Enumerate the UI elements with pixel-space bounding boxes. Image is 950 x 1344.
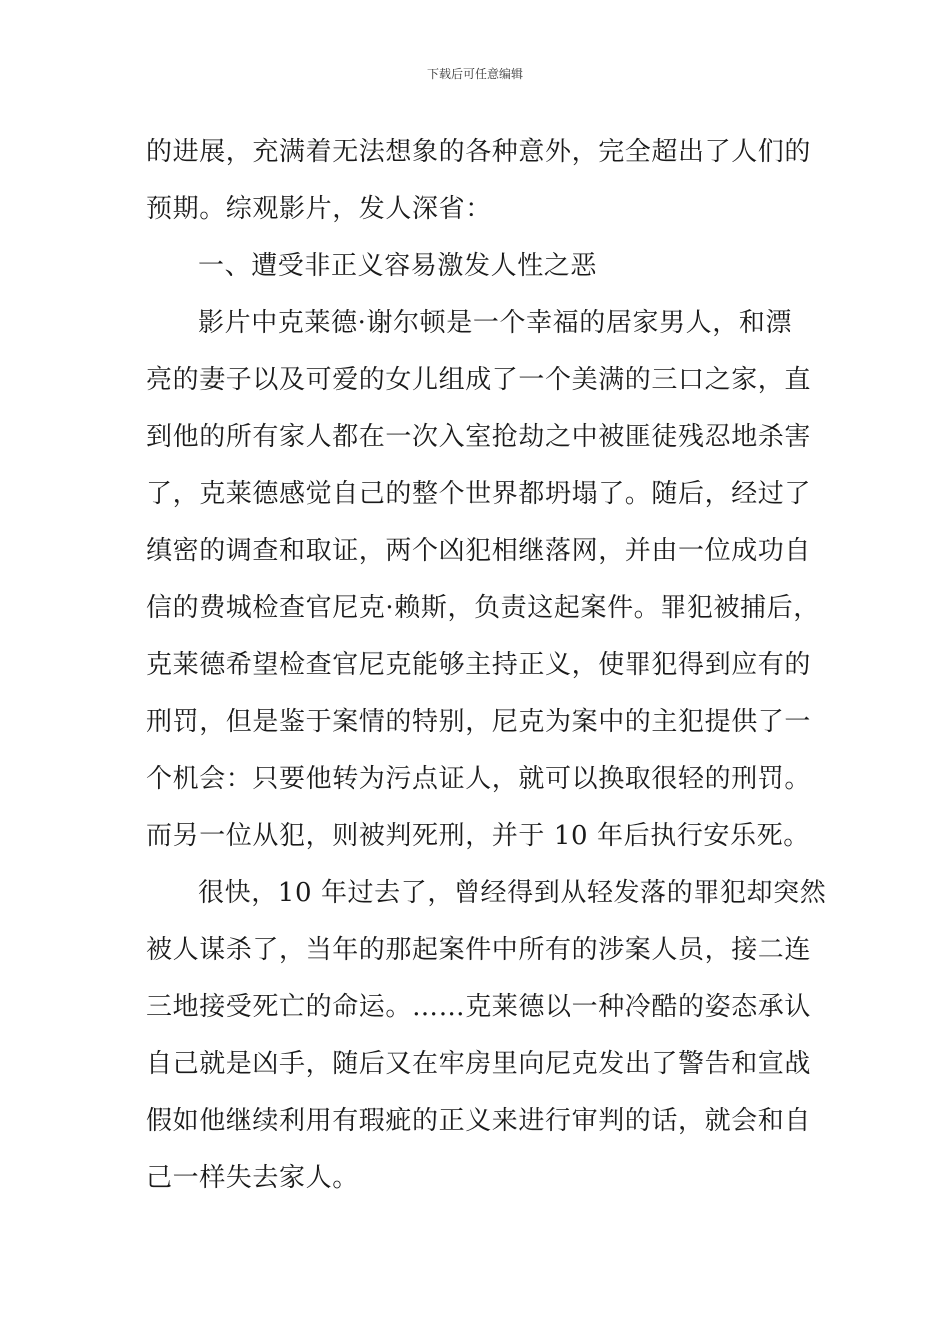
body-line: 被人谋杀了，当年的那起案件中所有的涉案人员，接二连 <box>146 935 812 965</box>
body-line: 影片中克莱德·谢尔顿是一个幸福的居家男人，和漂 <box>198 308 793 338</box>
body-line: 假如他继续利用有瑕疵的正义来进行审判的话，就会和自 <box>146 1106 812 1136</box>
body-line: 克莱德希望检查官尼克能够主持正义，使罪犯得到应有的 <box>146 650 812 680</box>
body-line: 的进展，充满着无法想象的各种意外，完全超出了人们的 <box>146 137 812 167</box>
document-body <box>146 124 826 1207</box>
body-line: 了，克莱德感觉自己的整个世界都坍塌了。随后，经过了 <box>146 479 812 509</box>
body-line: 信的费城检查官尼克·赖斯，负责这起案件。罪犯被捕后， <box>146 593 820 623</box>
body-line: 而另一位从犯，则被判死刑，并于 10 年后执行安乐死。 <box>146 821 810 851</box>
body-line: 预期。综观影片，发人深省： <box>146 194 492 224</box>
page-header: 下载后可任意编辑 <box>426 67 523 81</box>
body-line: 亮的妻子以及可爱的女儿组成了一个美满的三口之家，直 <box>146 365 812 395</box>
body-line: 刑罚，但是鉴于案情的特别，尼克为案中的主犯提供了一 <box>146 707 812 737</box>
body-line: 己一样失去家人。 <box>146 1163 359 1193</box>
body-line: 到他的所有家人都在一次入室抢劫之中被匪徒残忍地杀害 <box>146 422 812 452</box>
body-line: 很快，10 年过去了，曾经得到从轻发落的罪犯却突然 <box>198 878 827 908</box>
body-line: 个机会：只要他转为污点证人，就可以换取很轻的刑罚。 <box>146 764 812 794</box>
body-line: 三地接受死亡的命运。……克莱德以一种冷酷的姿态承认 <box>146 992 812 1022</box>
section-heading: 一、遭受非正义容易激发人性之恶 <box>198 251 598 281</box>
body-line: 自己就是凶手，随后又在牢房里向尼克发出了警告和宣战 <box>146 1049 812 1079</box>
body-line: 缜密的调查和取证，两个凶犯相继落网，并由一位成功自 <box>146 536 812 566</box>
